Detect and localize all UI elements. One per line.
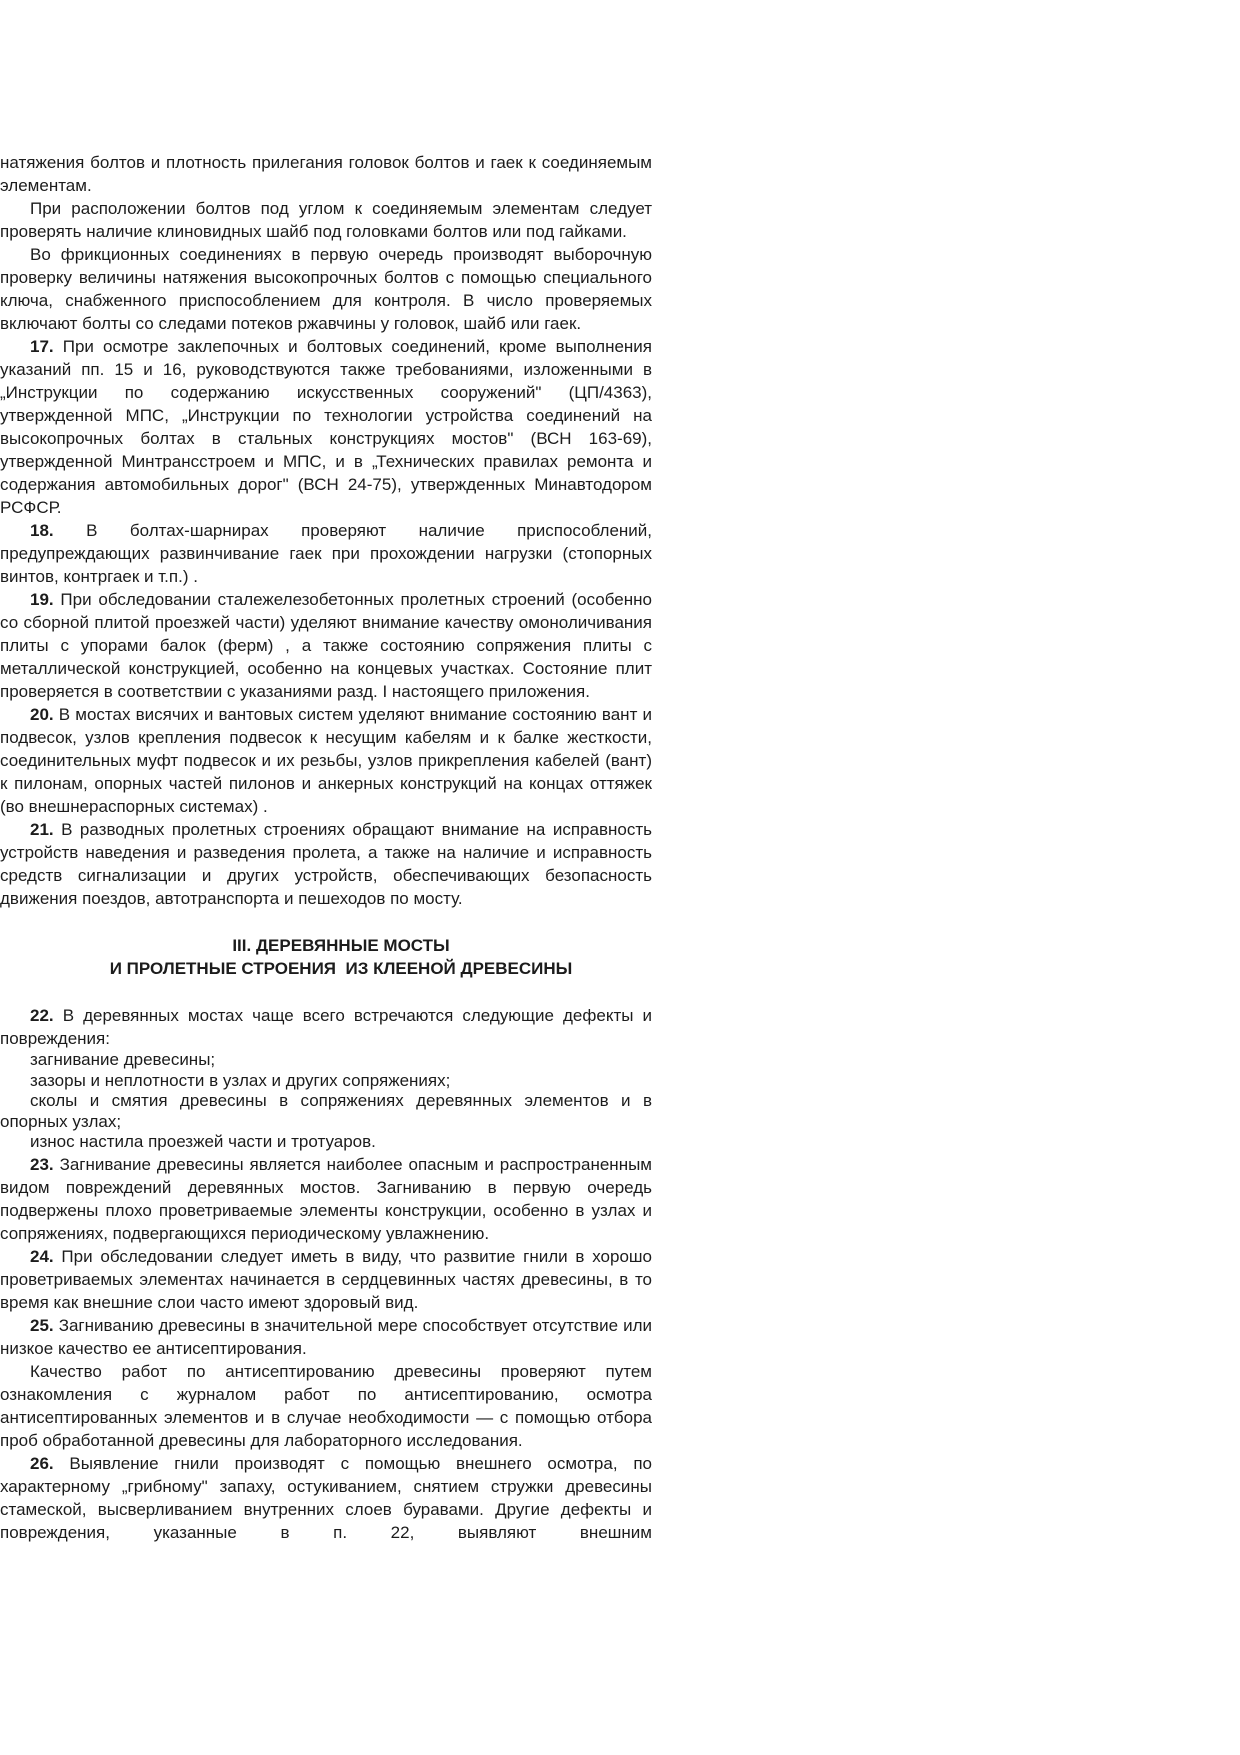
paragraph-text: В болтах-шарнирах проверяют наличие приспособлений, предупреждающих развинчивание гаек при прохождении нагрузки (стопорных винтов, контргаек и т.п.) . — [0, 521, 652, 586]
paragraph-friction-joints — [0, 243, 652, 335]
paragraph-26 — [0, 1452, 652, 1544]
paragraph-number: 22. — [30, 1006, 54, 1025]
paragraph-text: При осмотре заклепочных и болтовых соединений, кроме выполнения указаний пп. 15 и 16, руководствуются также требованиями, изложенными в „Инструкции по содержанию искусственных сооружений" (ЦП/4363), утвержденной МПС, „Инструкции по технологии устройства соединений на высокопрочных болтах в стальных конструкциях мостов" (ВСН 163-69), утвержденной Минтрансстроем и МПС, и в „Технических правилах ремонта и содержания автомобильных дорог" (ВСН 24-75), утвержденных Минавтодором РСФСР. — [0, 337, 652, 517]
paragraph-text: В разводных пролетных строениях обращают внимание на исправность устройств наведения и разведения пролета, а также на наличие и исправность средств сигнализации и других устройств, обеспечивающих безопасность движения поездов, автотранспорта и пешеходов по мосту. — [0, 820, 652, 908]
list-item: зазоры и неплотности в узлах и других сопряжениях; — [30, 1070, 451, 1090]
paragraph-number: 26. — [30, 1453, 54, 1473]
paragraph-number: 20. — [30, 705, 54, 724]
paragraph-text: Выявление гнили производят с помощью внешнего осмотра, по характерному „грибному" запаху, остукиванием, снятием стружки древесины стамеской, высверливанием внутренних слоев буравами. Другие дефекты и повреждения, указанные в п. 22, выявляют внешним — [0, 1453, 652, 1542]
paragraph-number: 17. — [30, 337, 54, 356]
paragraph-text: Качество работ по антисептированию древесины проверяют путем ознакомления с журналом работ по антисептированию, осмотра антисептированных элементов и в случае необходимости — с помощью отбора проб обработанной древесины для лабораторного исследования. — [0, 1361, 652, 1450]
paragraph-21 — [0, 818, 652, 910]
section-heading-line-2: И ПРОЛЕТНЫЕ СТРОЕНИЯ ИЗ КЛЕЕНОЙ ДРЕВЕСИНЫ — [109, 959, 573, 978]
list-item: износ настила проезжей части и тротуаров. — [30, 1132, 376, 1151]
paragraph-24 — [0, 1245, 652, 1314]
paragraph-23 — [0, 1153, 652, 1245]
paragraph-number: 23. — [30, 1154, 54, 1174]
paragraph-text: Загниванию древесины в значительной мере способствует отсутствие или низкое качество ее антисептирования. — [0, 1315, 652, 1358]
paragraph-text: Загнивание древесины является наиболее опасным и распространенным видом повреждений деревянных мостов. Загниванию в первую очередь подвержены плохо проветриваемые элементы конструкции, особенно в узлах и сопряжениях, подвергающихся периодическому увлажнению. — [0, 1154, 652, 1243]
paragraph-text: В мостах висячих и вантовых систем уделяют внимание состоянию вант и подвесок, узлов крепления подвесок к несущим кабелям и к балке жесткости, соединительных муфт подвесок и их резьбы, узлов прикрепления кабелей (вант) к пилонам, опорных частей пилонов и анкерных конструкций на концах оттяжек (во внешнераспорных системах) . — [0, 705, 652, 816]
list-item: сколы и смятия древесины в сопряжениях деревянных элементов и в опорных узлах; — [0, 1091, 652, 1131]
paragraph-antiseptic-quality — [0, 1360, 652, 1452]
paragraph-text: При обследовании следует иметь в виду, что развитие гнили в хорошо проветриваемых элементах начинается в сердцевинных частях древесины, в то время как внешние слои часто имеют здоровый вид. — [0, 1246, 652, 1312]
paragraph-text: В деревянных мостах чаще всего встречаются следующие дефекты и повреждения: — [0, 1006, 652, 1048]
paragraph-bolt-angle — [0, 197, 652, 243]
paragraph-17 — [0, 335, 652, 519]
paragraph-continuation — [0, 151, 652, 197]
paragraph-25 — [0, 1314, 652, 1360]
paragraph-text: натяжения болтов и плотность прилегания головок болтов и гаек к соединяемым элементам. — [0, 153, 652, 195]
section-heading — [0, 934, 652, 980]
paragraph-text: При обследовании сталежелезобетонных пролетных строений (особенно со сборной плитой проезжей части) уделяют внимание качеству омоноличивания плиты с упорами балок (ферм) , а также состоянию сопряжения плиты с металлической конструкцией, особенно на концевых участках. Состояние плит проверяется в соответствии с указаниями разд. I настоящего приложения. — [0, 590, 652, 701]
defects-list — [0, 1050, 652, 1153]
paragraph-number: 18. — [30, 521, 54, 540]
paragraph-text: При расположении болтов под углом к соединяемым элементам следует проверять наличие клиновидных шайб под головками болтов или под гайками. — [0, 199, 652, 241]
paragraph-22 — [0, 1004, 652, 1050]
paragraph-number: 24. — [30, 1246, 54, 1266]
paragraph-20 — [0, 703, 652, 818]
section-heading-line-1: III. ДЕРЕВЯННЫЕ МОСТЫ — [232, 936, 450, 955]
paragraph-text: Во фрикционных соединениях в первую очередь производят выборочную проверку величины натяжения высокопрочных болтов с помощью специального ключа, снабженного приспособлением для контроля. В число проверяемых включают болты со следами потеков ржавчины у головок, шайб или гаек. — [0, 245, 652, 333]
paragraph-18 — [0, 519, 652, 588]
paragraph-number: 25. — [30, 1315, 54, 1335]
paragraph-19 — [0, 588, 652, 703]
document-page — [0, 151, 652, 1544]
paragraph-number: 21. — [30, 820, 54, 839]
paragraph-number: 19. — [30, 590, 54, 609]
list-item: загнивание древесины; — [30, 1050, 216, 1069]
